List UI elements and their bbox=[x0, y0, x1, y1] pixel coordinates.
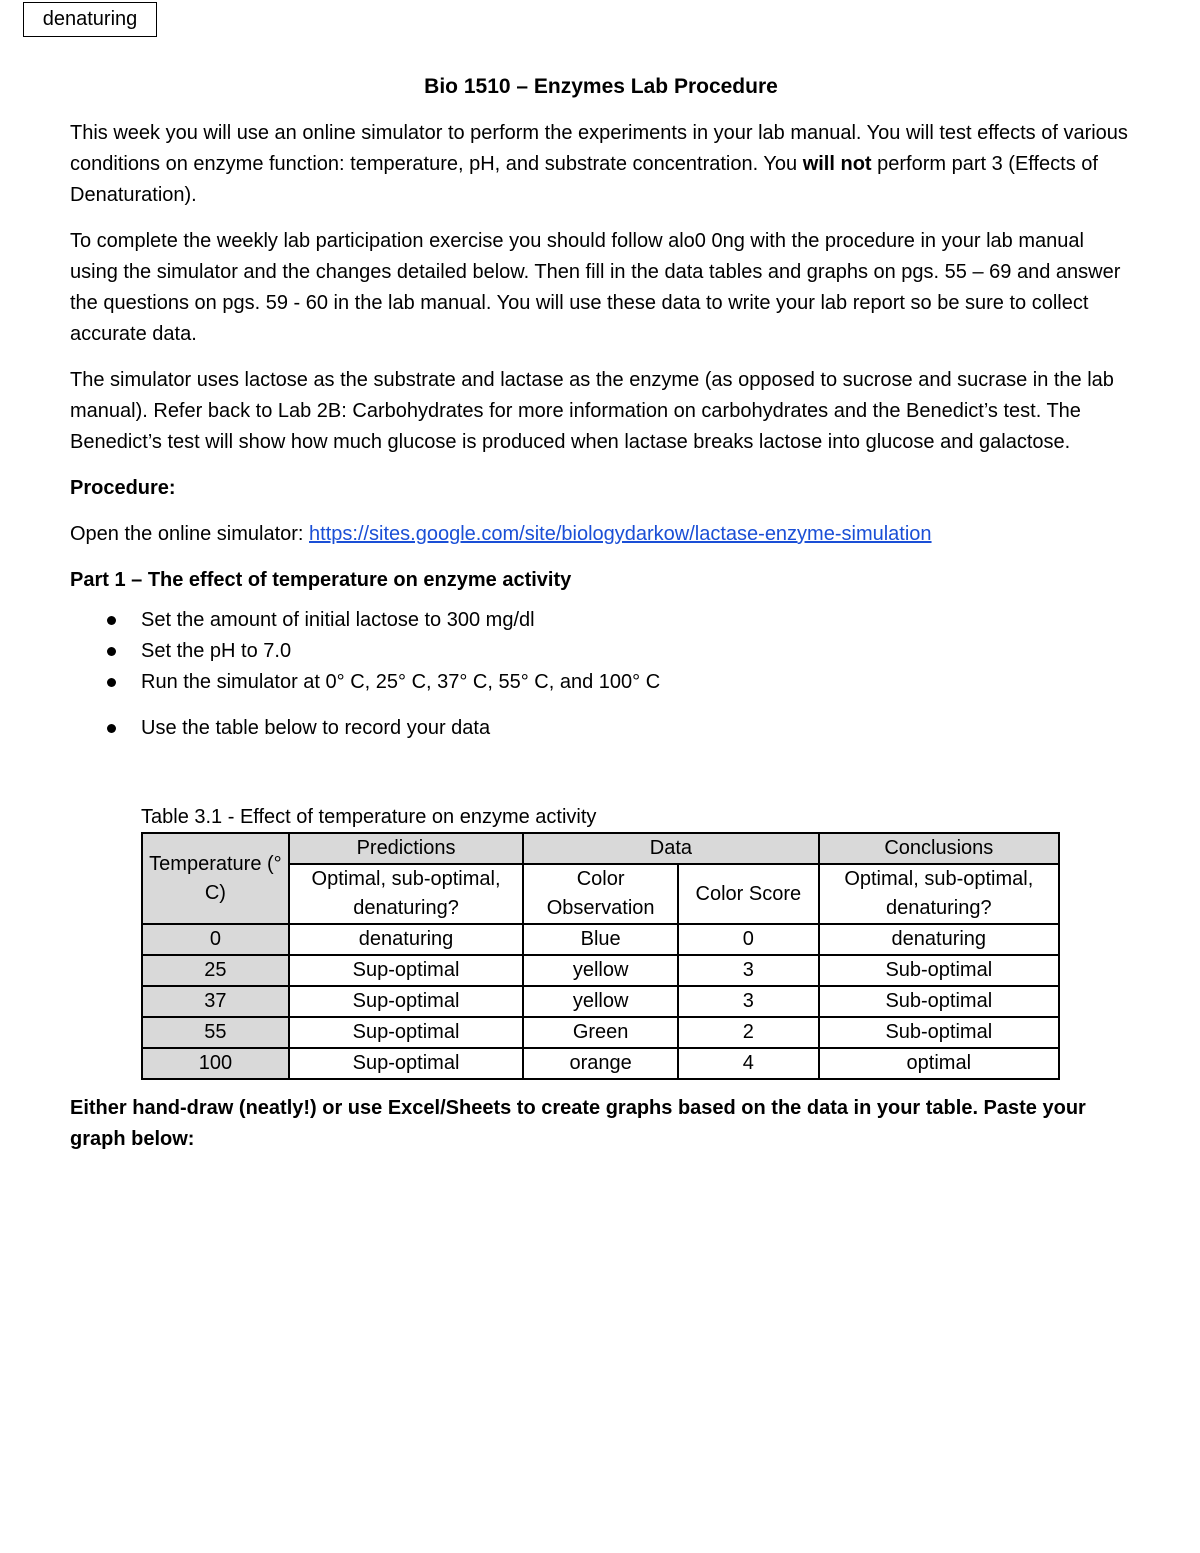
conclusion-cell: optimal bbox=[819, 1048, 1059, 1079]
list-item: Set the amount of initial lactose to 300 mg/dl bbox=[70, 605, 1132, 636]
score-cell: 3 bbox=[678, 986, 819, 1017]
temp-cell: 55 bbox=[142, 1017, 289, 1048]
color-cell: Green bbox=[523, 1017, 678, 1048]
part1-bullet-list bbox=[70, 605, 1132, 744]
document-page bbox=[70, 72, 1132, 1155]
list-item: Use the table below to record your data bbox=[70, 713, 1132, 744]
denaturing-label-box: denaturing bbox=[23, 2, 157, 37]
graph-instruction: Either hand-draw (neatly!) or use Excel/Sheets to create graphs based on the data in your table. Paste your graph below: bbox=[70, 1097, 1086, 1150]
header-temperature: Temperature (° C) bbox=[142, 833, 289, 924]
intro-text-a: This week you will use an online simulator to perform the experiments in your lab manual. You will test effects of various conditions on enzyme function: temperature, pH, and substrate concentration. You bbox=[70, 122, 1128, 175]
header-conclusions: Conclusions bbox=[819, 833, 1059, 864]
header-prediction-sub: Optimal, sub-optimal, denaturing? bbox=[289, 864, 523, 924]
intro-text-bold: will not bbox=[802, 153, 872, 175]
procedure-heading: Procedure: bbox=[70, 477, 176, 499]
temp-cell: 25 bbox=[142, 955, 289, 986]
table-caption: Table 3.1 - Effect of temperature on enzyme activity bbox=[141, 806, 597, 828]
header-conclusion-sub: Optimal, sub-optimal, denaturing? bbox=[819, 864, 1059, 924]
conclusion-cell: Sub-optimal bbox=[819, 986, 1059, 1017]
score-cell: 0 bbox=[678, 924, 819, 955]
score-cell: 2 bbox=[678, 1017, 819, 1048]
open-simulator-text: Open the online simulator: bbox=[70, 523, 310, 545]
intro-paragraph bbox=[70, 118, 1132, 211]
color-cell: yellow bbox=[523, 986, 678, 1017]
prediction-cell: Sup-optimal bbox=[289, 1017, 523, 1048]
table-row bbox=[142, 924, 1059, 955]
temperature-data-table bbox=[141, 832, 1060, 1080]
header-color-score: Color Score bbox=[678, 864, 819, 924]
header-color-observation: Color Observation bbox=[523, 864, 678, 924]
conclusion-cell: Sub-optimal bbox=[819, 1017, 1059, 1048]
temp-cell: 0 bbox=[142, 924, 289, 955]
table-row bbox=[142, 1017, 1059, 1048]
color-cell: Blue bbox=[523, 924, 678, 955]
conclusion-cell: Sub-optimal bbox=[819, 955, 1059, 986]
simulator-paragraph: The simulator uses lactose as the substrate and lactase as the enzyme (as opposed to sucrose and sucrase in the lab manual). Refer back to Lab 2B: Carbohydrates for more information on carbohydrates and the Benedict’s test. The Benedict’s test will show how much glucose is produced when lactase breaks lactose into glucose and galactose. bbox=[70, 369, 1114, 453]
prediction-cell: Sup-optimal bbox=[289, 986, 523, 1017]
temp-cell: 100 bbox=[142, 1048, 289, 1079]
table-row bbox=[142, 986, 1059, 1017]
list-item: Set the pH to 7.0 bbox=[70, 636, 1132, 667]
conclusion-cell: denaturing bbox=[819, 924, 1059, 955]
simulator-link[interactable]: https://sites.google.com/site/biologydarkow/lactase-enzyme-simulation bbox=[309, 523, 932, 545]
header-predictions: Predictions bbox=[289, 833, 523, 864]
page-title: Bio 1510 – Enzymes Lab Procedure bbox=[424, 75, 778, 98]
score-cell: 3 bbox=[678, 955, 819, 986]
score-cell: 4 bbox=[678, 1048, 819, 1079]
simulator-link-line bbox=[70, 519, 1132, 550]
intro-text-b: perform part 3 (Effects of Denaturation). bbox=[70, 153, 1098, 206]
color-cell: yellow bbox=[523, 955, 678, 986]
participation-paragraph: To complete the weekly lab participation exercise you should follow alo0 0ng with the procedure in your lab manual using the simulator and the changes detailed below. Then fill in the data tables and graphs on pgs. 55 – 69 and answer the questions on pgs. 59 - 60 in the lab manual. You will use these data to write your lab report so be sure to collect accurate data. bbox=[70, 230, 1121, 345]
part1-heading: Part 1 – The effect of temperature on enzyme activity bbox=[70, 569, 572, 591]
temp-cell: 37 bbox=[142, 986, 289, 1017]
prediction-cell: Sup-optimal bbox=[289, 955, 523, 986]
header-data: Data bbox=[523, 833, 818, 864]
prediction-cell: Sup-optimal bbox=[289, 1048, 523, 1079]
prediction-cell: denaturing bbox=[289, 924, 523, 955]
list-item: Run the simulator at 0° C, 25° C, 37° C, 55° C, and 100° C bbox=[70, 667, 1132, 698]
table-row bbox=[142, 955, 1059, 986]
color-cell: orange bbox=[523, 1048, 678, 1079]
table-row bbox=[142, 1048, 1059, 1079]
